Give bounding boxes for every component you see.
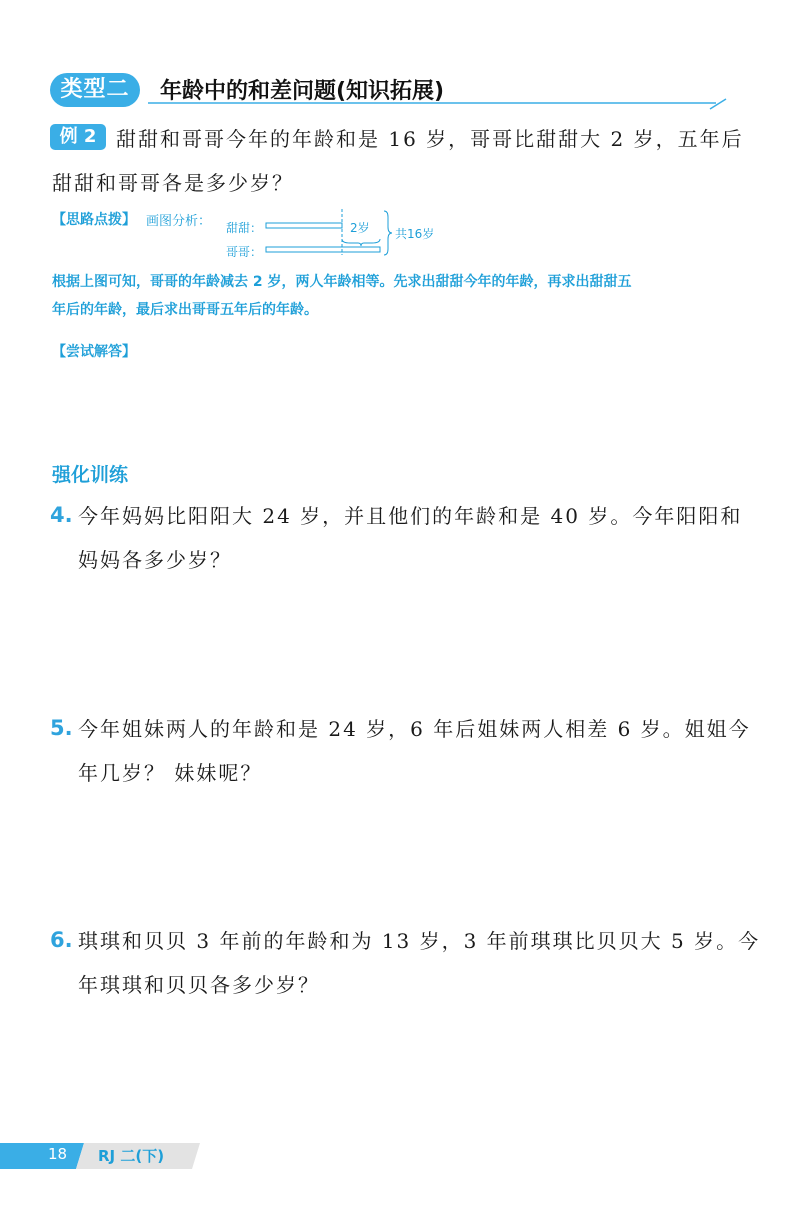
question-6-line2: 年琪琪和贝贝各多少岁？ (78, 973, 320, 997)
question-number-4: 4. (50, 503, 73, 527)
question-5-line2: 年几岁？ 妹妹呢？ (78, 761, 263, 785)
diagram-label-gege: 哥哥： (226, 245, 263, 259)
attempt-label: 【尝试解答】 (52, 344, 136, 360)
line-segment-diagram (262, 207, 402, 259)
hint-explanation-line2: 年后的年龄，最后求出哥哥五年后的年龄。 (52, 302, 318, 318)
header-underline (148, 98, 728, 112)
practice-title: 强化训练 (52, 464, 129, 486)
example-question-line1: 甜甜和哥哥今年的年龄和是 16 岁，哥哥比甜甜大 2 岁，五年后 (116, 127, 744, 151)
hint-explanation-line1: 根据上图可知，哥哥的年龄减去 2 岁，两人年龄相等。先求出甜甜今年的年龄，再求出甜甜五 (52, 274, 632, 290)
question-4-line1: 今年妈妈比阳阳大 24 岁，并且他们的年龄和是 40 岁。今年阳阳和 (78, 504, 743, 528)
diagram-total-label: 共16岁 (395, 227, 435, 241)
example-badge: 例 2 (50, 124, 106, 150)
question-5-line1: 今年姐妹两人的年龄和是 24 岁，6 年后姐妹两人相差 6 岁。姐姐今 (78, 717, 751, 741)
question-number-5: 5. (50, 716, 73, 740)
question-4-line2: 妈妈各多少岁？ (78, 548, 232, 572)
edition-label: RJ 二(下) (98, 1147, 165, 1165)
question-6-line1: 琪琪和贝贝 3 年前的年龄和为 13 岁，3 年前琪琪比贝贝大 5 岁。今 (78, 929, 761, 953)
example-question-line2: 甜甜和哥哥各是多少岁？ (52, 171, 294, 195)
hint-label: 【思路点拨】 (52, 212, 136, 228)
type-badge: 类型二 (50, 73, 140, 107)
hint-intro: 画图分析： (146, 214, 212, 229)
diagram-label-tiantian: 甜甜： (226, 221, 263, 235)
question-number-6: 6. (50, 928, 73, 952)
diagram-diff-label: 2岁 (350, 221, 370, 235)
section-header-title: 年龄中的和差问题(知识拓展) (160, 79, 445, 104)
page-number: 18 (48, 1145, 68, 1163)
